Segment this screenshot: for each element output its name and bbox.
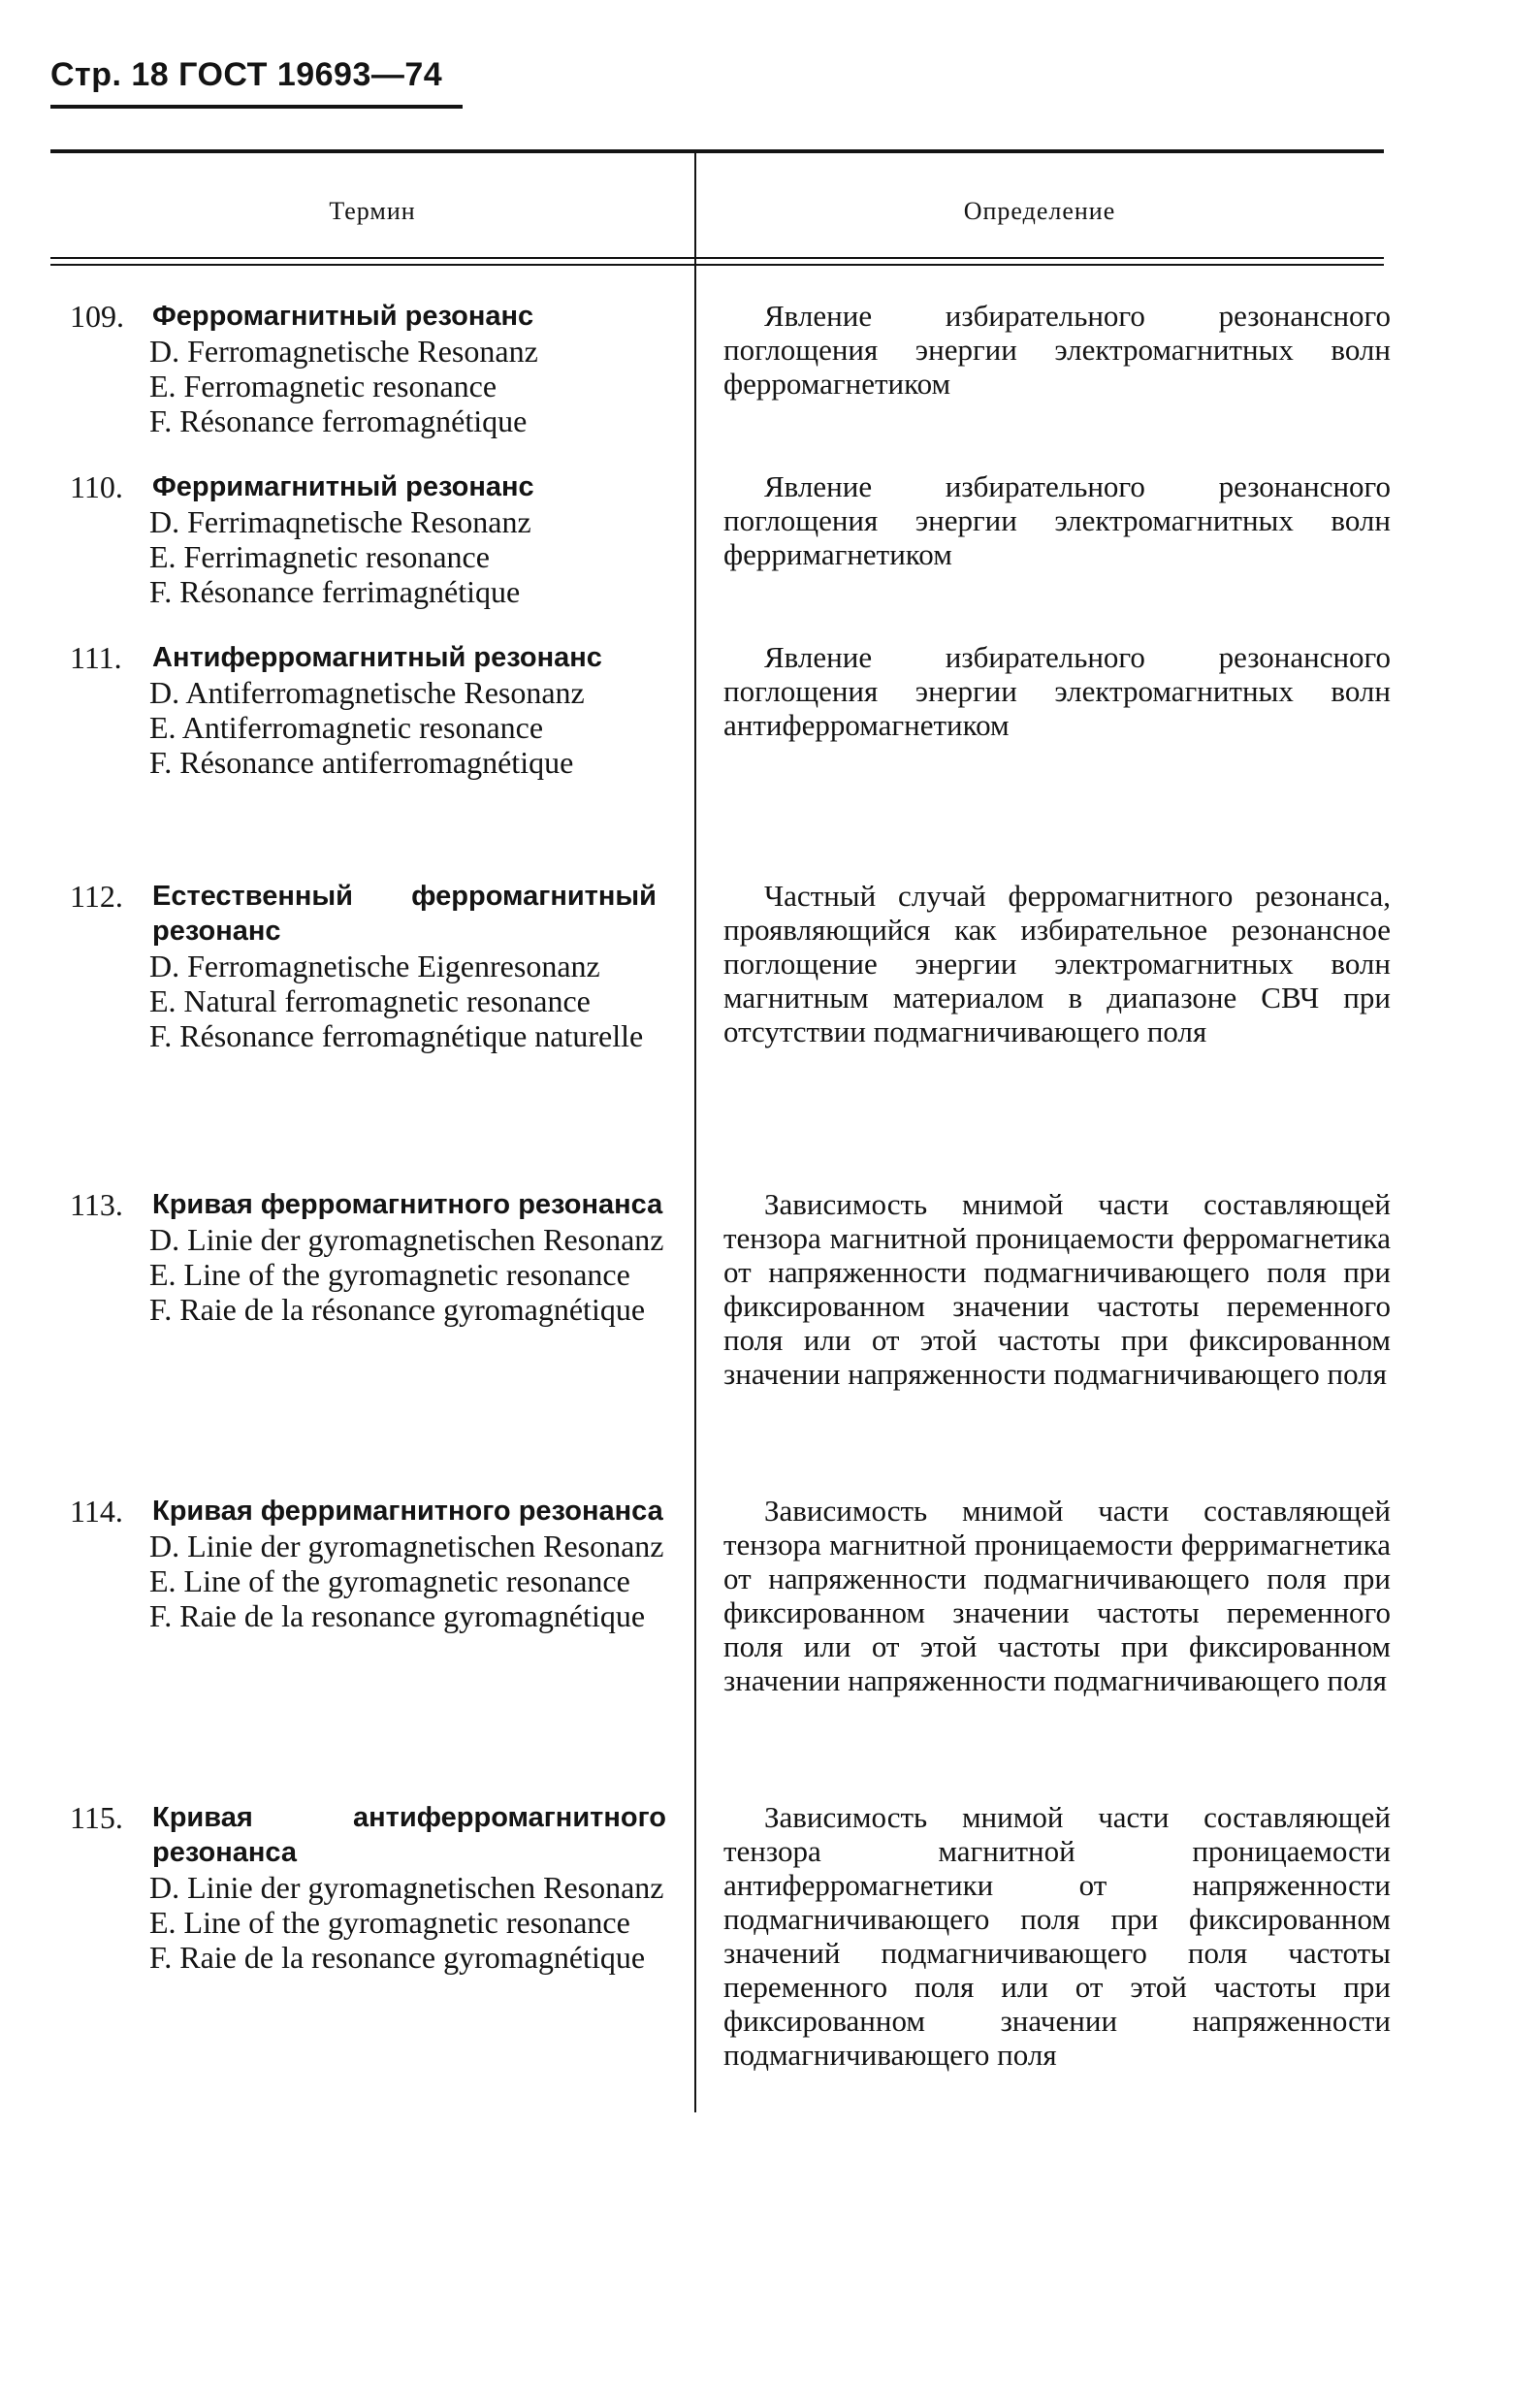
term-german: D. Ferromagnetische Eigenresonanz <box>149 949 600 983</box>
term-russian: Кривая ферримагнитного резонанса <box>152 1496 663 1527</box>
page-header: Стр. 18 ГОСТ 19693—74 <box>50 56 443 93</box>
term-number: 114. <box>70 1494 123 1529</box>
term-german: D. Ferromagnetische Resonanz <box>149 334 538 369</box>
term-english: E. Line of the gyromagnetic resonance <box>149 1563 630 1598</box>
term-german: D. Ferrimaqnetische Resonanz <box>149 504 531 539</box>
term-english: E. Natural ferromagnetic resonance <box>149 983 591 1018</box>
term-french: F. Résonance ferromagnétique <box>149 403 528 438</box>
term-french: F. Résonance ferrimagnétique <box>149 574 521 609</box>
column-header-term: Термин <box>329 197 416 225</box>
term-cell <box>70 1494 690 1633</box>
term-russian: Ферримагнитный резонанс <box>152 471 534 502</box>
term-english: E. Antiferromagnetic resonance <box>149 710 544 745</box>
term-number: 115. <box>70 1800 123 1835</box>
term-french: F. Raie de la resonance gyromagnétique <box>149 1940 646 1975</box>
term-english: E. Line of the gyromagnetic resonance <box>149 1257 630 1292</box>
term-german: D. Antiferromagnetische Resonanz <box>149 675 585 710</box>
term-russian: Ферромагнитный резонанс <box>152 301 534 332</box>
term-french: F. Raie de la resonance gyromagnétique <box>149 1598 646 1633</box>
term-number: 110. <box>70 469 123 504</box>
term-french: F. Raie de la résonance gyromagnétique <box>149 1292 646 1327</box>
term-russian: Кривая ферромагнитного резонанса <box>152 1189 663 1220</box>
definition-cell: Явление избирательного резонансного поглощения энергии электромагнитных волн ферромагнетиком <box>723 299 1391 401</box>
term-number: 111. <box>70 640 122 675</box>
header-rule <box>50 105 463 109</box>
term-german: D. Linie der gyromagnetischen Resonanz <box>149 1222 664 1257</box>
definition-cell: Зависимость мнимой части составляющей тензора магнитной проницаемости ферримагнетика от напряженности подмагничивающего поля при фиксированном значении частоты переменного поля или от этой частоты при фиксированном значении напряженности подмагничивающего поля <box>723 1494 1391 1697</box>
definition-cell: Частный случай ферромагнитного резонанса, проявляющийся как избирательное резонансное поглощение энергии электромагнитных волн магнитным материалом в диапазоне СВЧ при отсутствии подмагничивающего поля <box>723 879 1391 1048</box>
term-number: 112. <box>70 879 123 914</box>
term-cell <box>70 469 690 609</box>
term-number: 113. <box>70 1187 123 1222</box>
term-cell <box>70 1800 690 1975</box>
term-french: F. Résonance antiferromagnétique <box>149 745 574 780</box>
term-english: E. Ferromagnetic resonance <box>149 369 497 403</box>
term-russian: Кривая антиферромагнитного резонанса <box>152 1802 666 1868</box>
column-divider <box>694 153 696 2112</box>
definition-cell: Явление избирательного резонансного поглощения энергии электромагнитных волн антиферромагнетиком <box>723 640 1391 742</box>
term-english: E. Line of the gyromagnetic resonance <box>149 1905 630 1940</box>
term-cell <box>70 879 690 1053</box>
header-double-rule <box>50 257 1384 266</box>
definition-cell: Явление избирательного резонансного поглощения энергии электромагнитных волн ферримагнетиком <box>723 469 1391 571</box>
term-english: E. Ferrimagnetic resonance <box>149 539 490 574</box>
term-number: 109. <box>70 299 124 334</box>
term-cell <box>70 1187 690 1327</box>
term-cell <box>70 640 690 780</box>
term-russian: Естественный ферромагнитный резонанс <box>152 881 657 947</box>
term-cell <box>70 299 690 438</box>
table-top-rule <box>50 149 1384 153</box>
definition-cell: Зависимость мнимой части составляющей тензора магнитной проницаемости ферромагнетика от напряженности подмагничивающего поля при фиксированном значении частоты переменного поля или от этой частоты при фиксированном значении напряженности подмагничивающего поля <box>723 1187 1391 1391</box>
term-german: D. Linie der gyromagnetischen Resonanz <box>149 1529 664 1563</box>
column-header-definition: Определение <box>963 197 1116 225</box>
term-french: F. Résonance ferromagnétique naturelle <box>149 1018 644 1053</box>
term-german: D. Linie der gyromagnetischen Resonanz <box>149 1870 664 1905</box>
definition-cell: Зависимость мнимой части составляющей тензора магнитной проницаемости антиферромагнетики от напряженности подмагничивающего поля при фиксированном значений подмагничивающего поля частоты переменного поля или от этой частоты при фиксированном значении напряженности подмагничивающего поля <box>723 1800 1391 2072</box>
term-russian: Антиферромагнитный резонанс <box>152 642 602 673</box>
